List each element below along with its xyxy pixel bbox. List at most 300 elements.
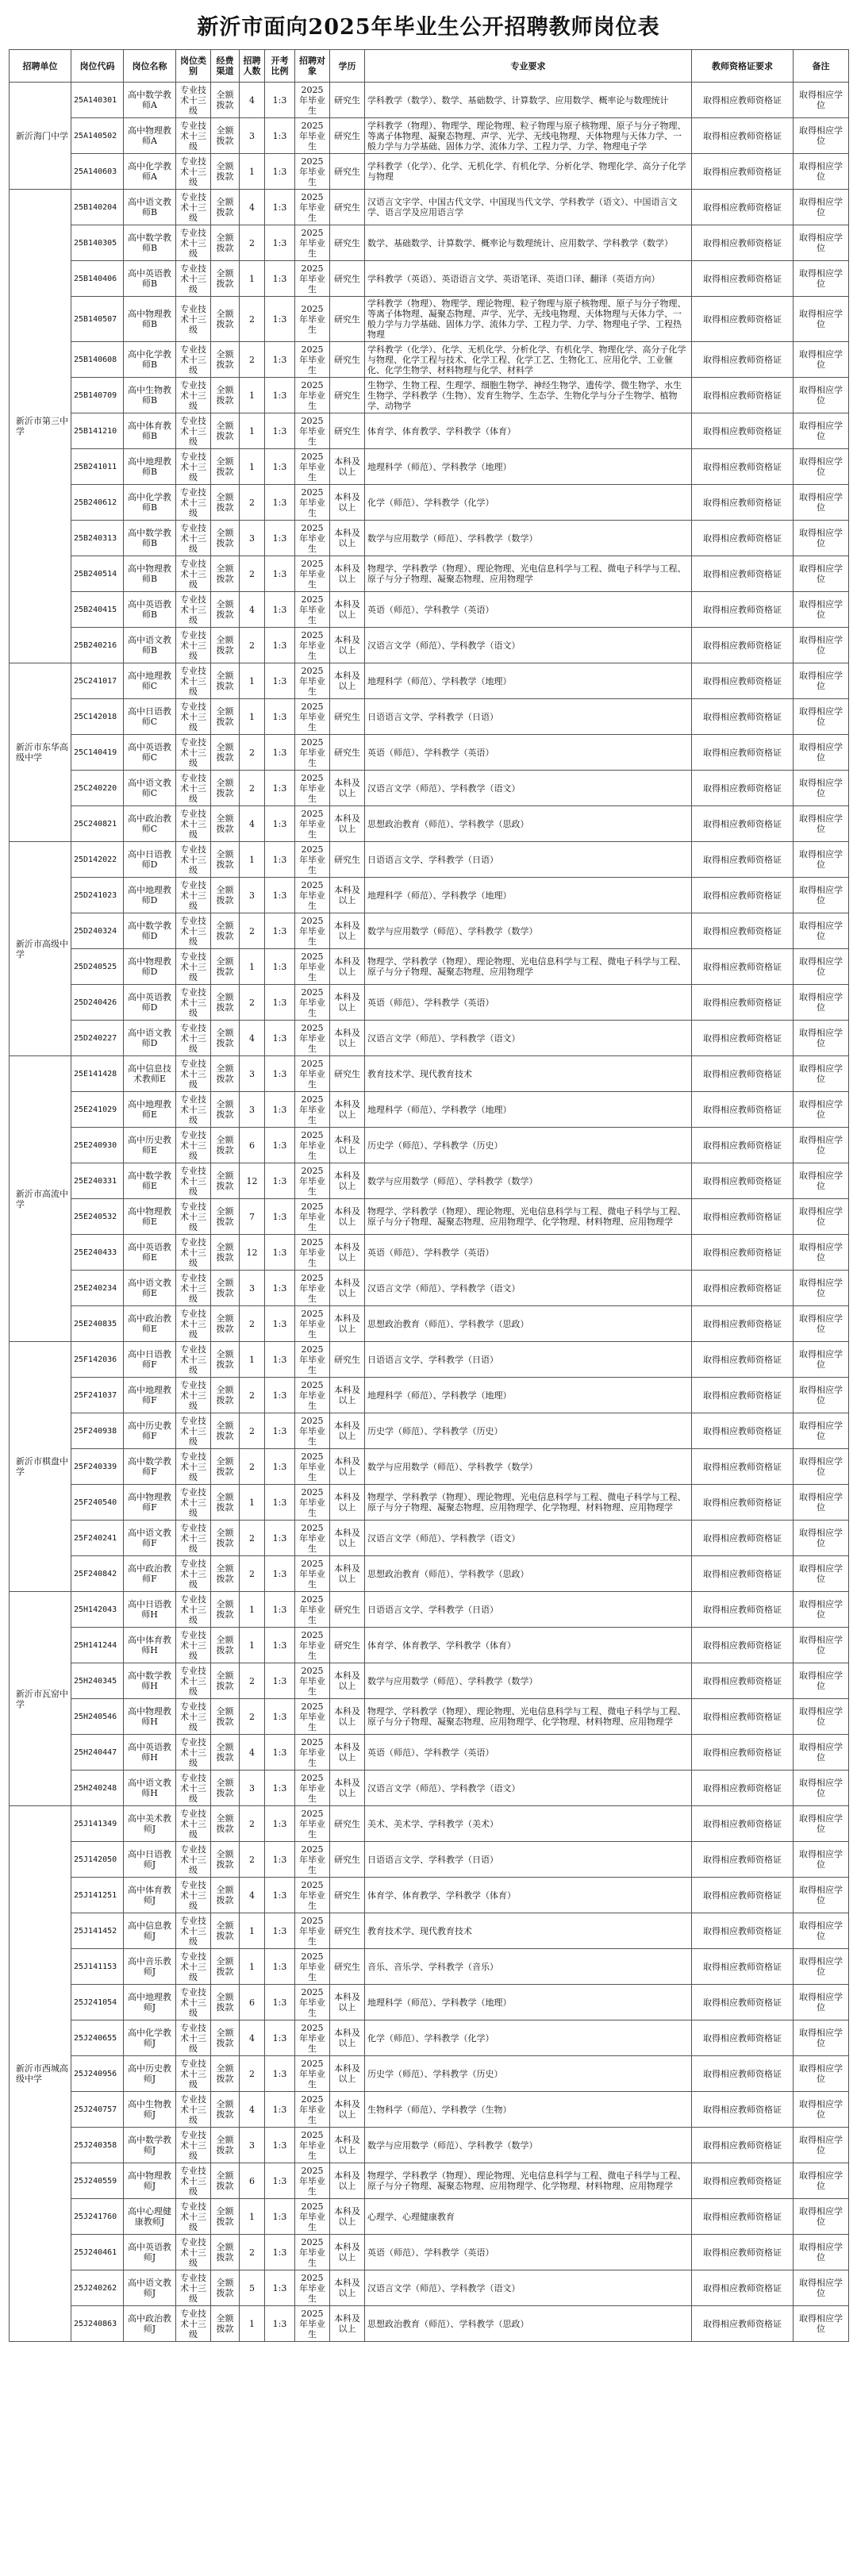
hire-count-cell: 2	[240, 2056, 265, 2092]
position-category-cell: 专业技术十三级	[176, 225, 211, 261]
exam-ratio-cell: 1:3	[265, 1413, 295, 1449]
certificate-requirement-cell: 取得相应教师资格证	[692, 1628, 794, 1663]
remarks-cell: 取得相应学位	[794, 592, 849, 628]
exam-ratio-cell: 1:3	[265, 1485, 295, 1521]
position-name-cell: 高中化学教师B	[124, 342, 176, 378]
recruit-target-cell: 2025年毕业生	[295, 261, 330, 297]
table-row	[10, 1949, 849, 1985]
position-code-cell: 25C241017	[71, 663, 124, 699]
position-name-cell: 高中政治教师C	[124, 806, 176, 842]
position-category-cell: 专业技术十三级	[176, 663, 211, 699]
exam-ratio-cell: 1:3	[265, 628, 295, 663]
recruit-target-cell: 2025年毕业生	[295, 521, 330, 556]
position-name-cell: 高中英语教师J	[124, 2235, 176, 2270]
position-category-cell: 专业技术十三级	[176, 1271, 211, 1306]
position-category-cell: 专业技术十三级	[176, 1199, 211, 1235]
certificate-requirement-cell: 取得相应教师资格证	[692, 735, 794, 771]
hire-count-cell: 3	[240, 1271, 265, 1306]
position-name-cell: 高中地理教师J	[124, 1985, 176, 2020]
employer-unit-cell: 新沂海门中学	[10, 83, 71, 190]
position-category-cell: 专业技术十三级	[176, 413, 211, 449]
major-requirement-cell: 学科教学（物理）、物理学、理论物理、粒子物理与原子核物理、原子与分子物理、等离子体物理、凝聚态物理、声学、光学、无线电物理、天体物理与天体力学、一般力学与力学基础、固体力学、流体力学、工程力学、力学、物理电子学	[365, 118, 692, 154]
remarks-cell: 取得相应学位	[794, 1271, 849, 1306]
position-code-cell: 25E240835	[71, 1306, 124, 1342]
table-row	[10, 842, 849, 878]
education-cell: 本科及以上	[330, 1556, 365, 1592]
position-code-cell: 25D240324	[71, 913, 124, 949]
position-name-cell: 高中地理教师C	[124, 663, 176, 699]
major-requirement-cell: 物理学、学科教学（物理）、理论物理、光电信息科学与工程、微电子科学与工程、原子与分子物理、凝聚态物理、应用物理学、化学物理、材料物理、应用物理学	[365, 1485, 692, 1521]
position-code-cell: 25B240313	[71, 521, 124, 556]
hire-count-cell: 1	[240, 2199, 265, 2235]
position-code-cell: 25D240227	[71, 1021, 124, 1056]
education-cell: 本科及以上	[330, 2270, 365, 2306]
table-row	[10, 2235, 849, 2270]
position-category-cell: 专业技术十三级	[176, 2020, 211, 2056]
exam-ratio-cell: 1:3	[265, 1592, 295, 1628]
funding-source-cell: 全额拨款	[211, 842, 240, 878]
position-code-cell: 25E240532	[71, 1199, 124, 1235]
hire-count-cell: 2	[240, 1449, 265, 1485]
position-category-cell: 专业技术十三级	[176, 1413, 211, 1449]
remarks-cell: 取得相应学位	[794, 154, 849, 190]
exam-ratio-cell: 1:3	[265, 1628, 295, 1663]
header-cell: 岗位代码	[71, 50, 124, 83]
position-code-cell: 25J142050	[71, 1842, 124, 1878]
recruit-target-cell: 2025年毕业生	[295, 1235, 330, 1271]
certificate-requirement-cell: 取得相应教师资格证	[692, 2020, 794, 2056]
recruit-target-cell: 2025年毕业生	[295, 556, 330, 592]
remarks-cell: 取得相应学位	[794, 1663, 849, 1699]
certificate-requirement-cell: 取得相应教师资格证	[692, 378, 794, 413]
education-cell: 本科及以上	[330, 1735, 365, 1771]
funding-source-cell: 全额拨款	[211, 1306, 240, 1342]
certificate-requirement-cell: 取得相应教师资格证	[692, 1449, 794, 1485]
remarks-cell: 取得相应学位	[794, 1128, 849, 1163]
hire-count-cell: 6	[240, 1128, 265, 1163]
recruit-target-cell: 2025年毕业生	[295, 1342, 330, 1378]
position-name-cell: 高中语文教师H	[124, 1771, 176, 1806]
exam-ratio-cell: 1:3	[265, 1199, 295, 1235]
recruit-target-cell: 2025年毕业生	[295, 154, 330, 190]
funding-source-cell: 全额拨款	[211, 1128, 240, 1163]
position-category-cell: 专业技术十三级	[176, 1163, 211, 1199]
table-row	[10, 985, 849, 1021]
remarks-cell: 取得相应学位	[794, 949, 849, 985]
certificate-requirement-cell: 取得相应教师资格证	[692, 1485, 794, 1521]
position-name-cell: 高中地理教师E	[124, 1092, 176, 1128]
exam-ratio-cell: 1:3	[265, 449, 295, 485]
employer-unit-cell: 新沂市第三中学	[10, 190, 71, 663]
major-requirement-cell: 日语语言文学、学科教学（日语）	[365, 842, 692, 878]
recruit-target-cell: 2025年毕业生	[295, 1056, 330, 1092]
major-requirement-cell: 日语语言文学、学科教学（日语）	[365, 1342, 692, 1378]
funding-source-cell: 全额拨款	[211, 1842, 240, 1878]
recruit-target-cell: 2025年毕业生	[295, 2128, 330, 2163]
exam-ratio-cell: 1:3	[265, 806, 295, 842]
position-category-cell: 专业技术十三级	[176, 2235, 211, 2270]
remarks-cell: 取得相应学位	[794, 699, 849, 735]
remarks-cell: 取得相应学位	[794, 1949, 849, 1985]
position-category-cell: 专业技术十三级	[176, 1128, 211, 1163]
position-category-cell: 专业技术十三级	[176, 1985, 211, 2020]
position-name-cell: 高中化学教师A	[124, 154, 176, 190]
position-name-cell: 高中历史教师E	[124, 1128, 176, 1163]
position-category-cell: 专业技术十三级	[176, 1056, 211, 1092]
position-name-cell: 高中英语教师C	[124, 735, 176, 771]
position-code-cell: 25J240863	[71, 2306, 124, 2342]
position-code-cell: 25J240655	[71, 2020, 124, 2056]
table-row	[10, 1699, 849, 1735]
education-cell: 研究生	[330, 842, 365, 878]
position-name-cell: 高中生物教师B	[124, 378, 176, 413]
position-code-cell: 25F240938	[71, 1413, 124, 1449]
position-name-cell: 高中历史教师J	[124, 2056, 176, 2092]
major-requirement-cell: 思想政治教育（师范）、学科教学（思政）	[365, 1556, 692, 1592]
hire-count-cell: 2	[240, 297, 265, 342]
position-category-cell: 专业技术十三级	[176, 1306, 211, 1342]
header-cell: 招聘单位	[10, 50, 71, 83]
exam-ratio-cell: 1:3	[265, 378, 295, 413]
remarks-cell: 取得相应学位	[794, 1806, 849, 1842]
table-row	[10, 2270, 849, 2306]
position-category-cell: 专业技术十三级	[176, 1878, 211, 1913]
hire-count-cell: 3	[240, 1056, 265, 1092]
major-requirement-cell: 心理学、心理健康教育	[365, 2199, 692, 2235]
recruit-target-cell: 2025年毕业生	[295, 1378, 330, 1413]
recruit-target-cell: 2025年毕业生	[295, 1985, 330, 2020]
certificate-requirement-cell: 取得相应教师资格证	[692, 1413, 794, 1449]
position-code-cell: 25J240358	[71, 2128, 124, 2163]
position-code-cell: 25F240842	[71, 1556, 124, 1592]
position-code-cell: 25H142043	[71, 1592, 124, 1628]
major-requirement-cell: 音乐、音乐学、学科教学（音乐）	[365, 1949, 692, 1985]
certificate-requirement-cell: 取得相应教师资格证	[692, 949, 794, 985]
position-name-cell: 高中语文教师B	[124, 628, 176, 663]
major-requirement-cell: 汉语言文学（师范）、学科教学（语文）	[365, 771, 692, 806]
position-category-cell: 专业技术十三级	[176, 83, 211, 118]
position-name-cell: 高中英语教师H	[124, 1735, 176, 1771]
position-code-cell: 25B140406	[71, 261, 124, 297]
major-requirement-cell: 地理科学（师范）、学科教学（地理）	[365, 878, 692, 913]
remarks-cell: 取得相应学位	[794, 1378, 849, 1413]
exam-ratio-cell: 1:3	[265, 297, 295, 342]
recruit-target-cell: 2025年毕业生	[295, 190, 330, 225]
position-name-cell: 高中数学教师F	[124, 1449, 176, 1485]
remarks-cell: 取得相应学位	[794, 1735, 849, 1771]
education-cell: 本科及以上	[330, 1771, 365, 1806]
funding-source-cell: 全额拨款	[211, 2163, 240, 2199]
position-code-cell: 25C140419	[71, 735, 124, 771]
recruit-target-cell: 2025年毕业生	[295, 297, 330, 342]
position-code-cell: 25B241011	[71, 449, 124, 485]
recruit-target-cell: 2025年毕业生	[295, 413, 330, 449]
position-name-cell: 高中心理健康教师J	[124, 2199, 176, 2235]
hire-count-cell: 3	[240, 878, 265, 913]
position-category-cell: 专业技术十三级	[176, 485, 211, 521]
recruit-target-cell: 2025年毕业生	[295, 118, 330, 154]
funding-source-cell: 全额拨款	[211, 413, 240, 449]
position-name-cell: 高中语文教师D	[124, 1021, 176, 1056]
table-row	[10, 485, 849, 521]
recruit-target-cell: 2025年毕业生	[295, 1592, 330, 1628]
table-row	[10, 628, 849, 663]
certificate-requirement-cell: 取得相应教师资格证	[692, 1771, 794, 1806]
position-category-cell: 专业技术十三级	[176, 1663, 211, 1699]
certificate-requirement-cell: 取得相应教师资格证	[692, 2163, 794, 2199]
funding-source-cell: 全额拨款	[211, 2020, 240, 2056]
major-requirement-cell: 历史学（师范）、学科教学（历史）	[365, 1413, 692, 1449]
remarks-cell: 取得相应学位	[794, 2306, 849, 2342]
education-cell: 研究生	[330, 261, 365, 297]
funding-source-cell: 全额拨款	[211, 1913, 240, 1949]
funding-source-cell: 全额拨款	[211, 699, 240, 735]
funding-source-cell: 全额拨款	[211, 1342, 240, 1378]
hire-count-cell: 4	[240, 2092, 265, 2128]
table-row	[10, 949, 849, 985]
hire-count-cell: 2	[240, 1521, 265, 1556]
remarks-cell: 取得相应学位	[794, 556, 849, 592]
certificate-requirement-cell: 取得相应教师资格证	[692, 663, 794, 699]
position-code-cell: 25H141244	[71, 1628, 124, 1663]
position-code-cell: 25F240339	[71, 1449, 124, 1485]
recruit-target-cell: 2025年毕业生	[295, 1842, 330, 1878]
recruit-target-cell: 2025年毕业生	[295, 1485, 330, 1521]
table-row	[10, 1271, 849, 1306]
remarks-cell: 取得相应学位	[794, 1163, 849, 1199]
remarks-cell: 取得相应学位	[794, 83, 849, 118]
hire-count-cell: 1	[240, 261, 265, 297]
education-cell: 本科及以上	[330, 556, 365, 592]
certificate-requirement-cell: 取得相应教师资格证	[692, 1842, 794, 1878]
exam-ratio-cell: 1:3	[265, 1128, 295, 1163]
position-category-cell: 专业技术十三级	[176, 1949, 211, 1985]
position-code-cell: 25B140507	[71, 297, 124, 342]
exam-ratio-cell: 1:3	[265, 1163, 295, 1199]
table-row	[10, 83, 849, 118]
recruit-target-cell: 2025年毕业生	[295, 1913, 330, 1949]
recruitment-table	[9, 49, 849, 2342]
hire-count-cell: 12	[240, 1163, 265, 1199]
funding-source-cell: 全额拨款	[211, 735, 240, 771]
position-name-cell: 高中信息技术教师E	[124, 1056, 176, 1092]
certificate-requirement-cell: 取得相应教师资格证	[692, 2128, 794, 2163]
table-row	[10, 2056, 849, 2092]
remarks-cell: 取得相应学位	[794, 118, 849, 154]
page-title: 新沂市面向2025年毕业生公开招聘教师岗位表	[197, 14, 660, 40]
position-code-cell: 25E240331	[71, 1163, 124, 1199]
education-cell: 本科及以上	[330, 628, 365, 663]
remarks-cell: 取得相应学位	[794, 521, 849, 556]
hire-count-cell: 2	[240, 485, 265, 521]
major-requirement-cell: 化学（师范）、学科教学（化学）	[365, 2020, 692, 2056]
exam-ratio-cell: 1:3	[265, 699, 295, 735]
remarks-cell: 取得相应学位	[794, 842, 849, 878]
exam-ratio-cell: 1:3	[265, 2235, 295, 2270]
education-cell: 研究生	[330, 342, 365, 378]
table-row	[10, 1592, 849, 1628]
recruit-target-cell: 2025年毕业生	[295, 485, 330, 521]
major-requirement-cell: 英语（师范）、学科教学（英语）	[365, 592, 692, 628]
exam-ratio-cell: 1:3	[265, 842, 295, 878]
certificate-requirement-cell: 取得相应教师资格证	[692, 342, 794, 378]
position-code-cell: 25F240241	[71, 1521, 124, 1556]
table-row	[10, 1663, 849, 1699]
exam-ratio-cell: 1:3	[265, 1913, 295, 1949]
position-category-cell: 专业技术十三级	[176, 913, 211, 949]
education-cell: 本科及以上	[330, 1449, 365, 1485]
table-row	[10, 1378, 849, 1413]
table-row	[10, 806, 849, 842]
table-row	[10, 378, 849, 413]
recruit-target-cell: 2025年毕业生	[295, 2056, 330, 2092]
table-row	[10, 1878, 849, 1913]
table-row	[10, 521, 849, 556]
hire-count-cell: 2	[240, 1306, 265, 1342]
funding-source-cell: 全额拨款	[211, 1806, 240, 1842]
table-row	[10, 1056, 849, 1092]
certificate-requirement-cell: 取得相应教师资格证	[692, 2056, 794, 2092]
table-row	[10, 1163, 849, 1199]
table-row	[10, 1413, 849, 1449]
position-category-cell: 专业技术十三级	[176, 1449, 211, 1485]
position-name-cell: 高中物理教师D	[124, 949, 176, 985]
education-cell: 本科及以上	[330, 1092, 365, 1128]
exam-ratio-cell: 1:3	[265, 2270, 295, 2306]
exam-ratio-cell: 1:3	[265, 1378, 295, 1413]
exam-ratio-cell: 1:3	[265, 1056, 295, 1092]
remarks-cell: 取得相应学位	[794, 1485, 849, 1521]
position-name-cell: 高中日语教师D	[124, 842, 176, 878]
education-cell: 本科及以上	[330, 913, 365, 949]
recruit-target-cell: 2025年毕业生	[295, 1628, 330, 1663]
hire-count-cell: 6	[240, 2163, 265, 2199]
hire-count-cell: 1	[240, 154, 265, 190]
major-requirement-cell: 学科教学（英语）、英语语言文学、英语笔译、英语口译、翻译（英语方向）	[365, 261, 692, 297]
position-name-cell: 高中日语教师J	[124, 1842, 176, 1878]
certificate-requirement-cell: 取得相应教师资格证	[692, 913, 794, 949]
education-cell: 本科及以上	[330, 1271, 365, 1306]
exam-ratio-cell: 1:3	[265, 2020, 295, 2056]
remarks-cell: 取得相应学位	[794, 1449, 849, 1485]
certificate-requirement-cell: 取得相应教师资格证	[692, 2199, 794, 2235]
remarks-cell: 取得相应学位	[794, 297, 849, 342]
table-row	[10, 2020, 849, 2056]
education-cell: 本科及以上	[330, 2092, 365, 2128]
remarks-cell: 取得相应学位	[794, 985, 849, 1021]
remarks-cell: 取得相应学位	[794, 1878, 849, 1913]
position-name-cell: 高中物理教师J	[124, 2163, 176, 2199]
position-code-cell: 25J141452	[71, 1913, 124, 1949]
education-cell: 本科及以上	[330, 2020, 365, 2056]
recruit-target-cell: 2025年毕业生	[295, 735, 330, 771]
exam-ratio-cell: 1:3	[265, 985, 295, 1021]
recruit-target-cell: 2025年毕业生	[295, 913, 330, 949]
certificate-requirement-cell: 取得相应教师资格证	[692, 225, 794, 261]
certificate-requirement-cell: 取得相应教师资格证	[692, 1949, 794, 1985]
position-category-cell: 专业技术十三级	[176, 985, 211, 1021]
position-name-cell: 高中政治教师E	[124, 1306, 176, 1342]
recruit-target-cell: 2025年毕业生	[295, 1163, 330, 1199]
funding-source-cell: 全额拨款	[211, 1663, 240, 1699]
table-row	[10, 1521, 849, 1556]
recruit-target-cell: 2025年毕业生	[295, 1271, 330, 1306]
remarks-cell: 取得相应学位	[794, 190, 849, 225]
recruit-target-cell: 2025年毕业生	[295, 949, 330, 985]
education-cell: 本科及以上	[330, 1521, 365, 1556]
header-cell: 岗位名称	[124, 50, 176, 83]
remarks-cell: 取得相应学位	[794, 2056, 849, 2092]
funding-source-cell: 全额拨款	[211, 521, 240, 556]
table-row	[10, 2128, 849, 2163]
recruit-target-cell: 2025年毕业生	[295, 342, 330, 378]
remarks-cell: 取得相应学位	[794, 2128, 849, 2163]
recruit-target-cell: 2025年毕业生	[295, 1949, 330, 1985]
exam-ratio-cell: 1:3	[265, 1306, 295, 1342]
position-name-cell: 高中英语教师D	[124, 985, 176, 1021]
funding-source-cell: 全额拨款	[211, 1021, 240, 1056]
position-code-cell: 25E240930	[71, 1128, 124, 1163]
major-requirement-cell: 汉语言文学（师范）、学科教学（语文）	[365, 1021, 692, 1056]
education-cell: 研究生	[330, 190, 365, 225]
position-code-cell: 25A140502	[71, 118, 124, 154]
exam-ratio-cell: 1:3	[265, 2092, 295, 2128]
education-cell: 研究生	[330, 1842, 365, 1878]
recruit-target-cell: 2025年毕业生	[295, 2199, 330, 2235]
education-cell: 本科及以上	[330, 663, 365, 699]
position-code-cell: 25J141349	[71, 1806, 124, 1842]
recruit-target-cell: 2025年毕业生	[295, 628, 330, 663]
certificate-requirement-cell: 取得相应教师资格证	[692, 771, 794, 806]
recruit-target-cell: 2025年毕业生	[295, 1806, 330, 1842]
hire-count-cell: 3	[240, 1092, 265, 1128]
table-row	[10, 1235, 849, 1271]
exam-ratio-cell: 1:3	[265, 225, 295, 261]
funding-source-cell: 全额拨款	[211, 2056, 240, 2092]
exam-ratio-cell: 1:3	[265, 913, 295, 949]
table-row	[10, 771, 849, 806]
certificate-requirement-cell: 取得相应教师资格证	[692, 2235, 794, 2270]
position-code-cell: 25B140204	[71, 190, 124, 225]
hire-count-cell: 1	[240, 1949, 265, 1985]
certificate-requirement-cell: 取得相应教师资格证	[692, 1699, 794, 1735]
certificate-requirement-cell: 取得相应教师资格证	[692, 556, 794, 592]
position-category-cell: 专业技术十三级	[176, 1021, 211, 1056]
position-name-cell: 高中化学教师B	[124, 485, 176, 521]
position-name-cell: 高中美术教师J	[124, 1806, 176, 1842]
education-cell: 本科及以上	[330, 1163, 365, 1199]
education-cell: 本科及以上	[330, 1413, 365, 1449]
position-name-cell: 高中政治教师J	[124, 2306, 176, 2342]
position-code-cell: 25H240248	[71, 1771, 124, 1806]
hire-count-cell: 4	[240, 592, 265, 628]
position-name-cell: 高中日语教师H	[124, 1592, 176, 1628]
funding-source-cell: 全额拨款	[211, 556, 240, 592]
position-category-cell: 专业技术十三级	[176, 449, 211, 485]
position-name-cell: 高中体育教师B	[124, 413, 176, 449]
position-category-cell: 专业技术十三级	[176, 1735, 211, 1771]
major-requirement-cell: 美术、美术学、学科教学（美术）	[365, 1806, 692, 1842]
position-code-cell: 25B240415	[71, 592, 124, 628]
exam-ratio-cell: 1:3	[265, 342, 295, 378]
exam-ratio-cell: 1:3	[265, 261, 295, 297]
position-category-cell: 专业技术十三级	[176, 1699, 211, 1735]
position-name-cell: 高中数学教师J	[124, 2128, 176, 2163]
major-requirement-cell: 汉语言文学（师范）、学科教学（语文）	[365, 1521, 692, 1556]
recruit-target-cell: 2025年毕业生	[295, 1556, 330, 1592]
position-code-cell: 25B240612	[71, 485, 124, 521]
position-name-cell: 高中语文教师E	[124, 1271, 176, 1306]
